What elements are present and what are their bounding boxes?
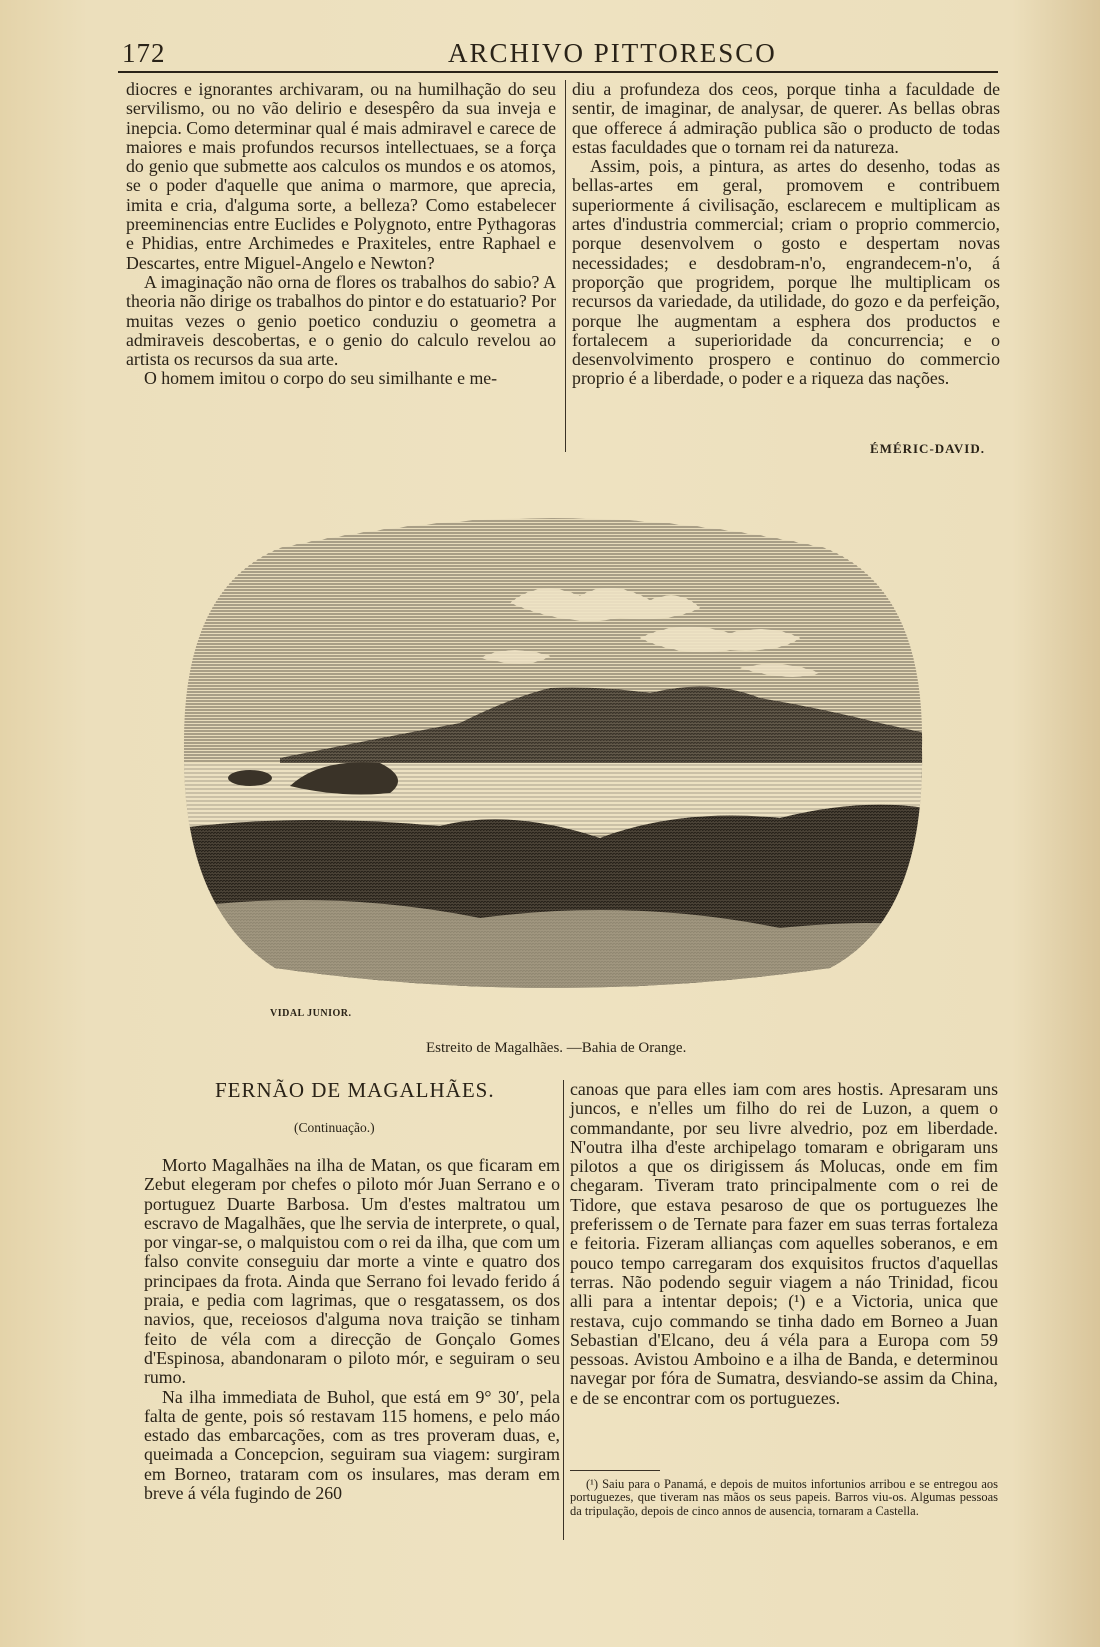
column-divider: [563, 1080, 564, 1540]
engraving-illustration: [180, 508, 925, 990]
article-subtitle: (Continuação.): [294, 1120, 375, 1135]
top-left-column: [126, 80, 556, 389]
paragraph: diocres e ignorantes archivaram, ou na humilhação do seu servilismo, ou no vão delirio e desespêro da sua inveja e inepcia. Como determinar qual é mais admiravel e carece de maiores e mais profundos recursos intellectuaes, se a força do genio que submette aos calculos os mundos e os atomos, se o poder d'aquelle que anima o marmore, que aprecia, imita e cria, d'alguma sorte, a belleza? Como estabelecer preeminencias entre Euclides e Polygnoto, entre Pythagoras e Phidias, entre Archimedes e Praxiteles, entre Raphael e Descartes, entre Miguel-Angelo e Newton?: [126, 79, 556, 273]
column-divider: [565, 80, 566, 452]
page-number: 172: [122, 38, 166, 68]
footnote-rule: [570, 1470, 660, 1471]
engraving-scene: [180, 508, 925, 990]
footnote-text: (¹) Saiu para o Panamá, e depois de muitos infortunios arribou e se entregou aos portuguezes, que tiveram nas mãos os seus papeis. Barros viu-os. Algumas pessoas da tripulação, depois de cinco annos de ausencia, tornaram a Castella.: [570, 1477, 998, 1518]
footnote: [570, 1478, 998, 1518]
header-rule: [118, 71, 998, 73]
engraver-credit: VIDAL JUNIOR.: [270, 1008, 352, 1019]
paragraph: O homem imitou o corpo do seu similhante e me-: [144, 368, 498, 389]
article-left-column: [144, 1156, 560, 1503]
paragraph: Assim, pois, a pintura, as artes do desenho, todas as bellas-artes em geral, promovem e contribuem superiormente á civilisação, esclarecem e multiplicam as artes d'industria commercial; criam o proprio commercio, porque desenvolvem o gosto e despertam novas necessidades; e desdobram-n'o, engrandecem-n'o, á proporção que progridem, porque lhe multiplicam os recursos da variedade, da utilidade, do gozo e da perfeição, porque lhe augmentam a esphera dos productos e fortalecem a superioridade da concurrencia; e o desenvolvimento prospero e continuo do commercio proprio é a liberdade, o poder e a riqueza das nações.: [572, 156, 1000, 389]
page-header: [118, 30, 998, 72]
article-right-column: [570, 1080, 998, 1408]
article-title: FERNÃO DE MAGALHÃES.: [215, 1078, 495, 1102]
illustration-caption: Estreito de Magalhães. —Bahia de Orange.: [426, 1040, 687, 1056]
top-right-column: [572, 80, 1000, 389]
paragraph: canoas que para elles iam com ares hostis. Apresaram uns juncos, e n'elles um filho do rei de Luzon, a quem o commandante, por seu livre alvedrio, poz em liberdade. N'outra ilha d'este archipelago tomaram e obrigaram uns pilotos a que os dirigissem ás Molucas, onde em fim chegaram. Tiveram trato principalmente com o rei de Tidore, que estava pesaroso de que os portuguezes lhe preferissem o de Ternate para fazer em suas terras fortaleza e feitoria. Fizeram allianças com aquelles soberanos, e em pouco tempo carregaram dos exquisitos fructos d'aquellas terras. Não podendo seguir viagem a náo Trinidad, ficou alli para a intentar depois; (¹) e a Victoria, unica que restava, cujo commando se tinha dado em Borneo a Juan Sebastian d'Elcano, deu á véla para a Europa com 59 pessoas. Avistou Amboino e a ilha de Banda, e determinou navegar por fóra de Sumatra, desviando-se assim da China, e de se encontrar com os portuguezes.: [570, 1079, 998, 1408]
paragraph: A imaginação não orna de flores os trabalhos do sabio? A theoria não dirige os trabalhos do pintor e do estatuario? Por muitas vezes o genio poetico conduziu o geometra a admiraveis descobertas, e o genio do calculo revelou ao artista os recursos da sua arte.: [126, 271, 556, 370]
author-signature: ÉMÉRIC-DAVID.: [870, 441, 985, 456]
paragraph: Morto Magalhães na ilha de Matan, os que ficaram em Zebut elegeram por chefes o piloto mór Juan Serrano e o portuguez Duarte Barbosa. Um d'estes maltratou um escravo de Magalhães, que lhe servia de interprete, o qual, por vingar-se, o malquistou com o rei da ilha, que com um falso convite conseguiu dar morte a vinte e quatro dos principaes da frota. Ainda que Serrano foi levado ferido á praia, e pedia com lagrimas, que o resgatassem, os dos navios, que, receiosos d'alguma nova traição se tinham feito de véla com a direcção de Gonçalo Gomes d'Espinosa, abandonaram o piloto mór, e seguiram o seu rumo.: [144, 1155, 560, 1388]
paragraph: diu a profundeza dos ceos, porque tinha a faculdade de sentir, de imaginar, de analysar, de querer. As bellas obras que offerece á admiração publica são o producto de todas estas faculdades que o tornam rei da natureza.: [572, 79, 1000, 157]
paragraph: Na ilha immediata de Buhol, que está em 9° 30′, pela falta de gente, pois só restavam 115 homens, e pelo máo estado das embarcações, com as tres proveram duas, e, queimada a Concepcion, seguiram sua viagem: surgiram em Borneo, trataram com os insulares, mas deram em breve á véla fugindo de 260: [144, 1386, 560, 1504]
running-title: ARCHIVO PITTORESCO: [448, 38, 777, 68]
